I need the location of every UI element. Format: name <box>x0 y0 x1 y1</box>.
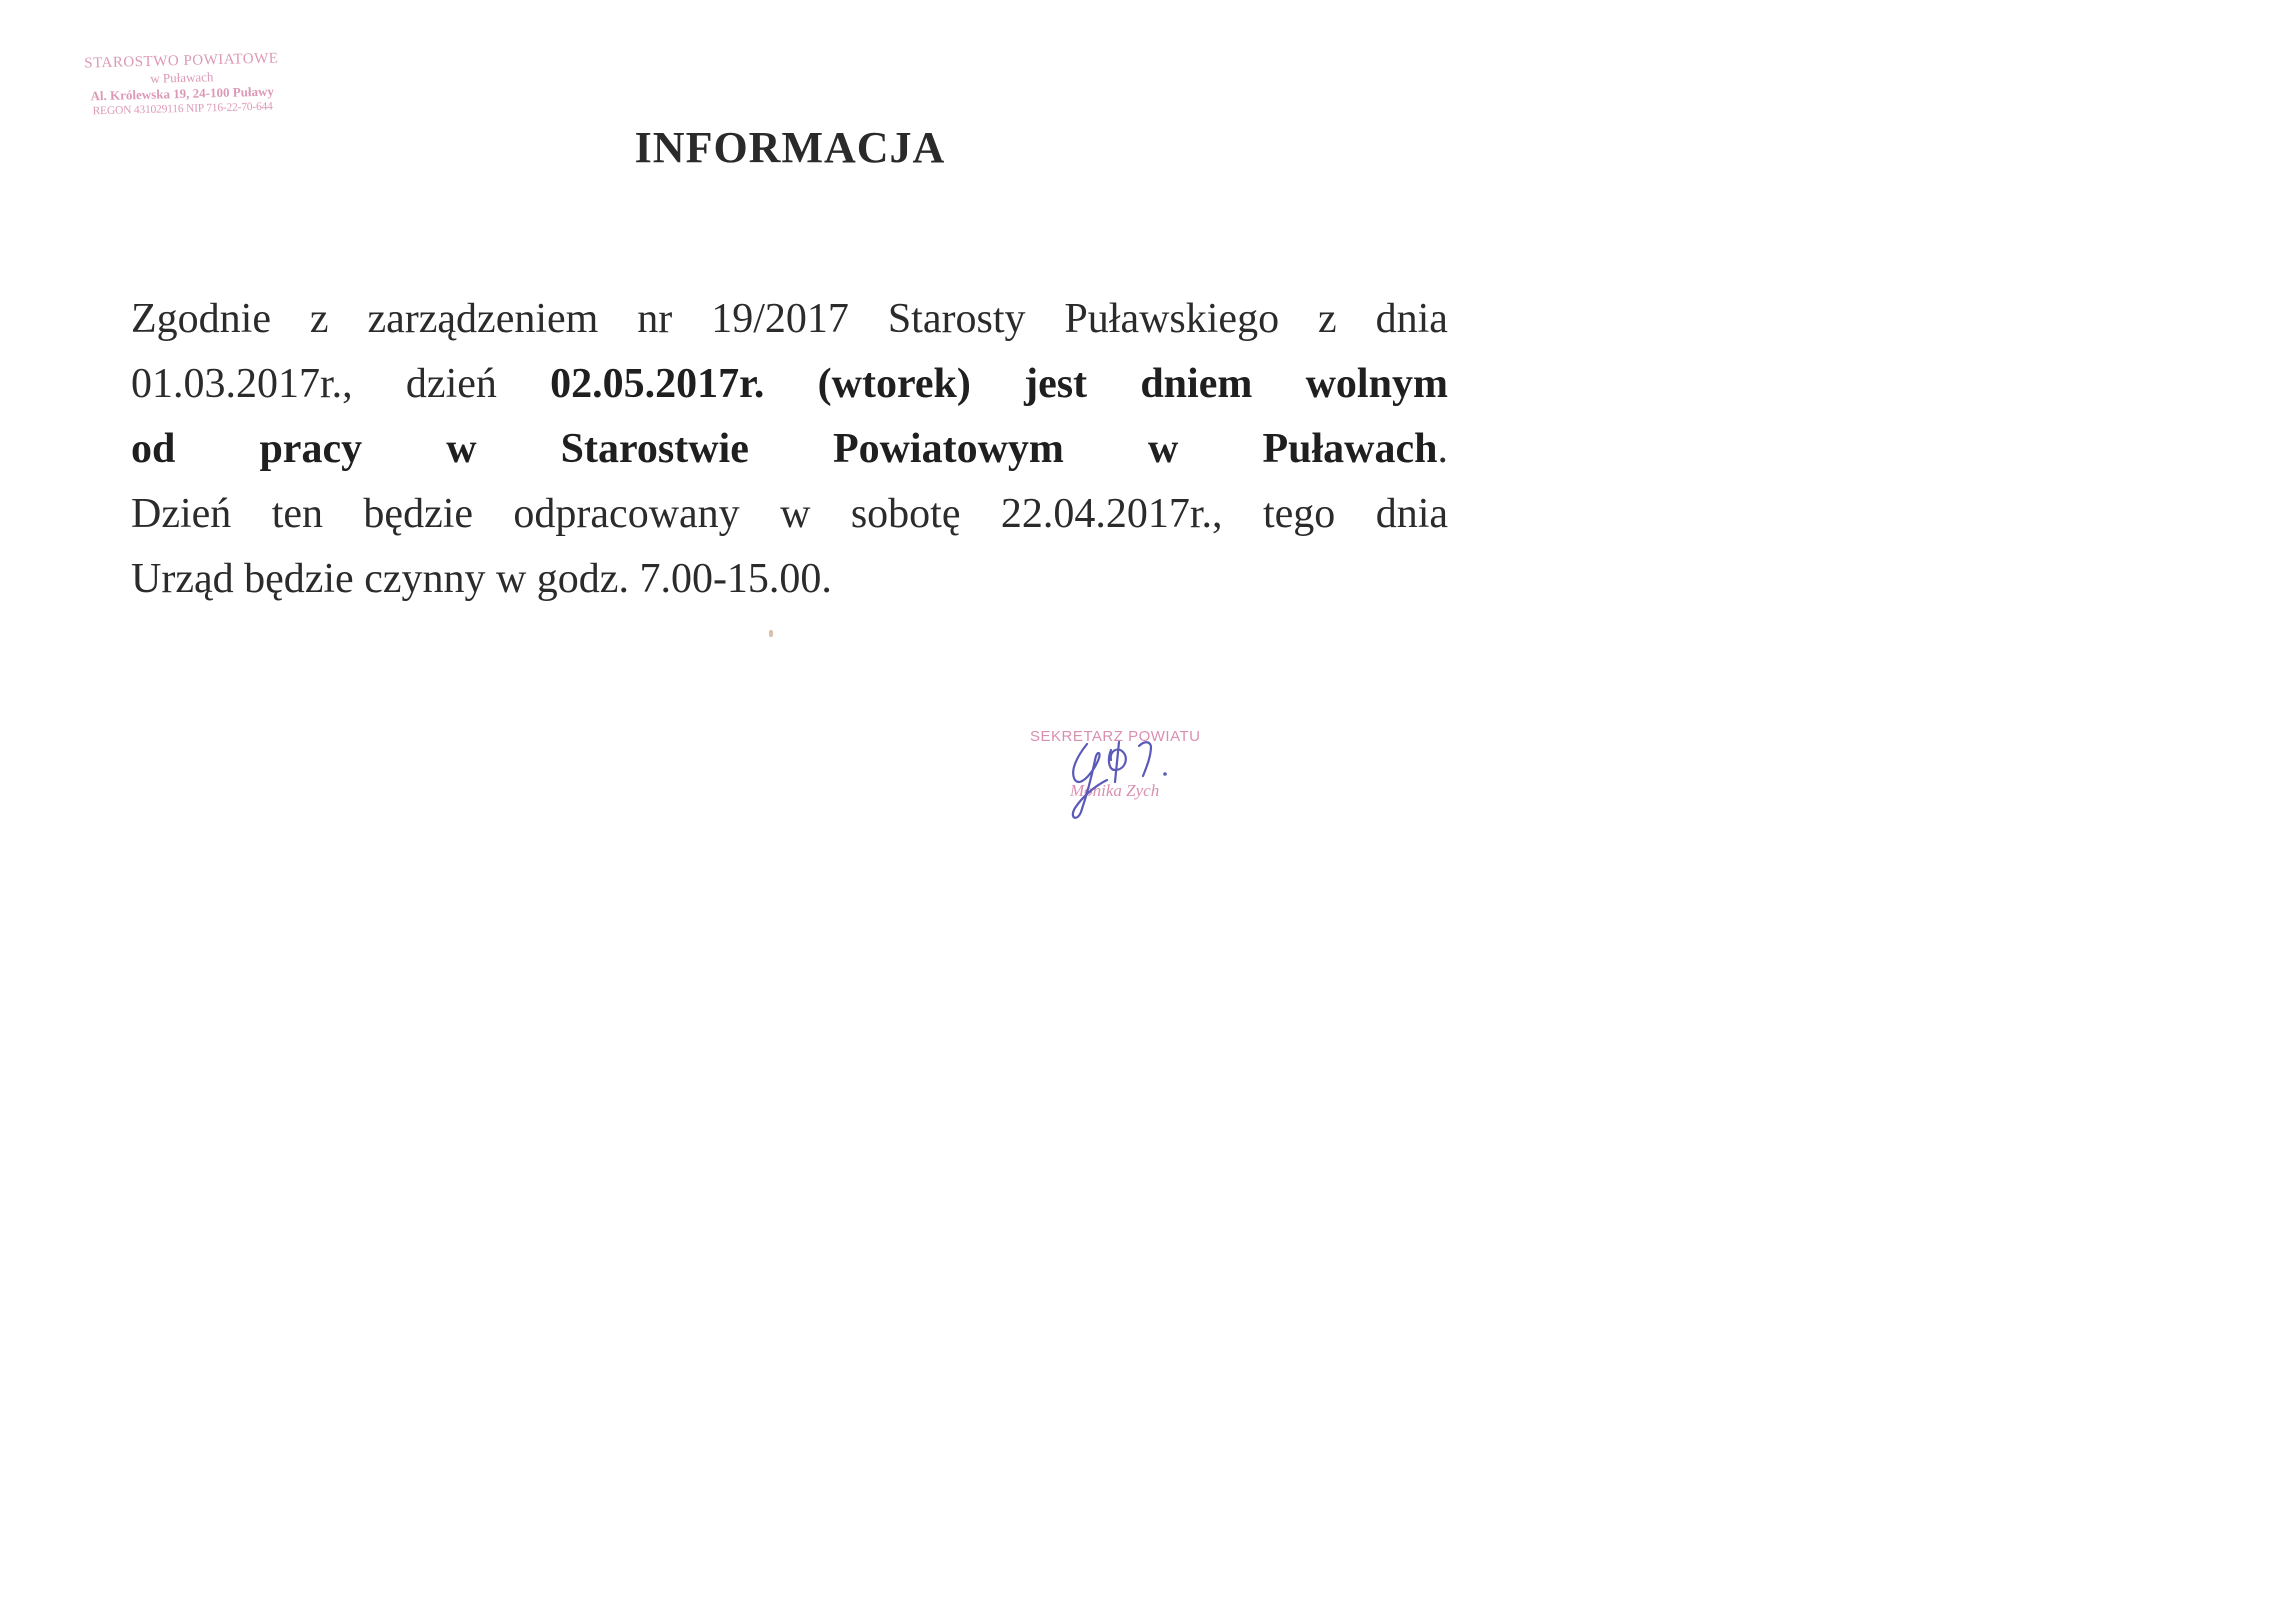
word: Puławskiego <box>1064 296 1280 342</box>
word: nr <box>637 296 673 342</box>
word: sobotę <box>850 491 961 537</box>
word-bold: wolnym <box>1305 361 1448 407</box>
document-title: INFORMACJA <box>634 123 946 172</box>
body-line-1 <box>131 287 1448 352</box>
stamp-line-office: STAROSTWO POWIATOWE <box>84 50 279 72</box>
office-stamp <box>51 49 313 121</box>
word-bold: (wtorek) <box>817 361 971 407</box>
body-line-3 <box>131 417 1448 482</box>
period: . <box>1437 426 1448 472</box>
word-bold: Powiatowym <box>832 426 1064 472</box>
word-bold: od <box>131 426 176 472</box>
word: tego <box>1262 491 1336 537</box>
handwritten-signature <box>1055 730 1205 825</box>
word: 01.03.2017r., <box>131 361 353 407</box>
stamp-line-regon-nip: REGON 431029116 NIP 716-22-70-644 <box>92 100 273 118</box>
word-bold: dniem <box>1140 361 1253 407</box>
body-line-2 <box>131 352 1448 417</box>
word: odpracowany <box>513 491 740 537</box>
word: dzień <box>405 361 497 407</box>
word: Zgodnie <box>131 296 271 342</box>
signature-stamp-title: SEKRETARZ POWIATU <box>1030 728 1201 745</box>
word-bold: Starostwie <box>560 426 749 472</box>
signature-stamp-name: Monika Zych <box>1070 781 1160 800</box>
stamp-line-city: w Puławach <box>150 69 214 86</box>
body-line-4 <box>131 482 1448 547</box>
word: dnia <box>1375 491 1448 537</box>
paper-speck <box>769 630 773 637</box>
word: ten <box>271 491 324 537</box>
word: z <box>309 296 329 342</box>
word: dnia <box>1375 296 1448 342</box>
stamp-line-address: Al. Królewska 19, 24-100 Puławy <box>90 83 275 104</box>
word: 19/2017 <box>711 296 849 342</box>
word: w <box>780 491 811 537</box>
word-bold: w <box>1148 426 1179 472</box>
word: 22.04.2017r., <box>1000 491 1223 537</box>
word: zarządzeniem <box>367 296 599 342</box>
word: z <box>1318 296 1337 342</box>
word: będzie <box>363 491 474 537</box>
word-bold: Puławach <box>1262 426 1438 472</box>
word: Starosty <box>887 296 1026 342</box>
document-page <box>0 0 1560 1100</box>
announcement-body <box>131 287 1448 612</box>
word-bold: pracy <box>259 426 363 472</box>
word-bold: jest <box>1024 361 1088 407</box>
word: Dzień <box>131 491 232 537</box>
word-bold: 02.05.2017r. <box>550 361 765 407</box>
body-line-5: Urząd będzie czynny w godz. 7.00-15.00. <box>131 556 832 602</box>
word-bold: w <box>446 426 477 472</box>
